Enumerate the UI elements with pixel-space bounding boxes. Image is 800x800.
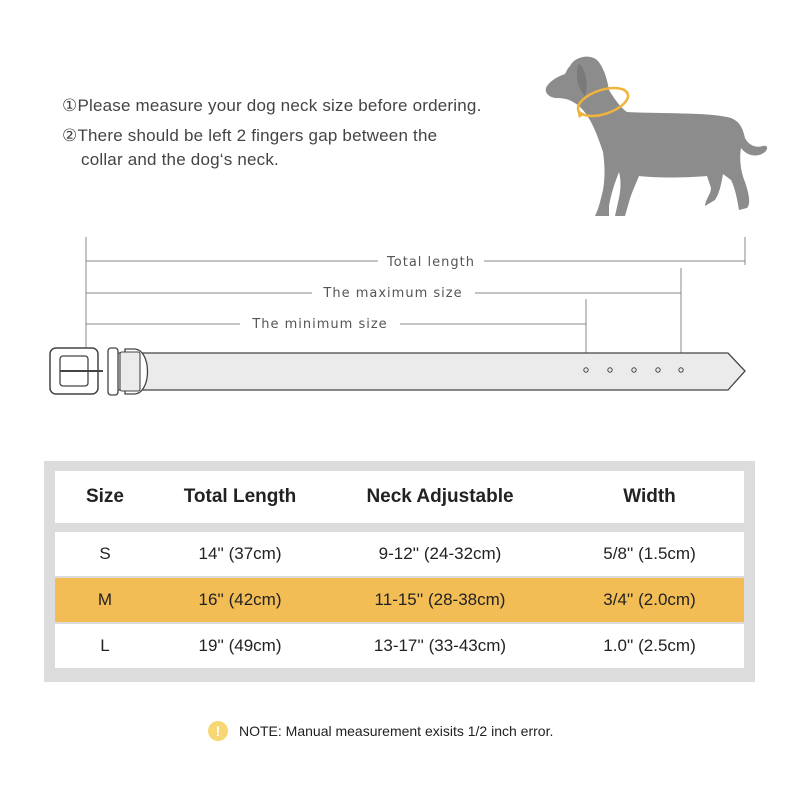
cell-total-length: 16'' (42cm)	[198, 590, 282, 609]
size-table	[44, 461, 755, 682]
keeper-loop	[108, 348, 118, 395]
header-size: Size	[85, 486, 125, 507]
cell-neck-adjustable: 13-17'' (33-43cm)	[373, 636, 507, 655]
instruction-line-1: ①Please measure your dog neck size before ordering.	[62, 96, 482, 115]
collar-diagram	[0, 225, 800, 405]
cell-width: 1.0'' (2.5cm)	[603, 636, 696, 655]
cell-width: 5/8'' (1.5cm)	[603, 544, 696, 563]
cell-neck-adjustable: 11-15'' (28-38cm)	[374, 590, 506, 609]
table-row-highlighted	[55, 578, 744, 622]
cell-width: 3/4'' (2.0cm)	[603, 590, 696, 609]
header-width: Width	[623, 486, 676, 507]
measurement-note	[208, 721, 553, 741]
collar-strap	[112, 353, 745, 390]
cell-size: M	[97, 590, 113, 609]
table-header-row	[55, 471, 744, 523]
note-text: NOTE: Manual measurement exisits 1/2 inch error.	[239, 723, 554, 739]
table-row	[55, 532, 744, 576]
header-neck-adjustable: Neck Adjustable	[366, 486, 514, 507]
min-size-label: The minimum size	[252, 317, 388, 332]
warning-icon: !	[208, 721, 228, 741]
cell-size: S	[99, 544, 111, 563]
instruction-line-2: ②There should be left 2 fingers gap between the	[62, 126, 438, 145]
header-total-length: Total Length	[183, 486, 297, 507]
table-row	[55, 624, 744, 668]
cell-total-length: 14'' (37cm)	[198, 544, 282, 563]
cell-neck-adjustable: 9-12'' (24-32cm)	[378, 544, 502, 563]
total-length-label: Total length	[387, 255, 475, 270]
cell-size: L	[100, 636, 110, 655]
max-size-label: The maximum size	[323, 286, 463, 301]
cell-total-length: 19'' (49cm)	[198, 636, 282, 655]
dog-icon	[535, 48, 770, 223]
instruction-line-3: collar and the dog‘s neck.	[81, 150, 279, 169]
